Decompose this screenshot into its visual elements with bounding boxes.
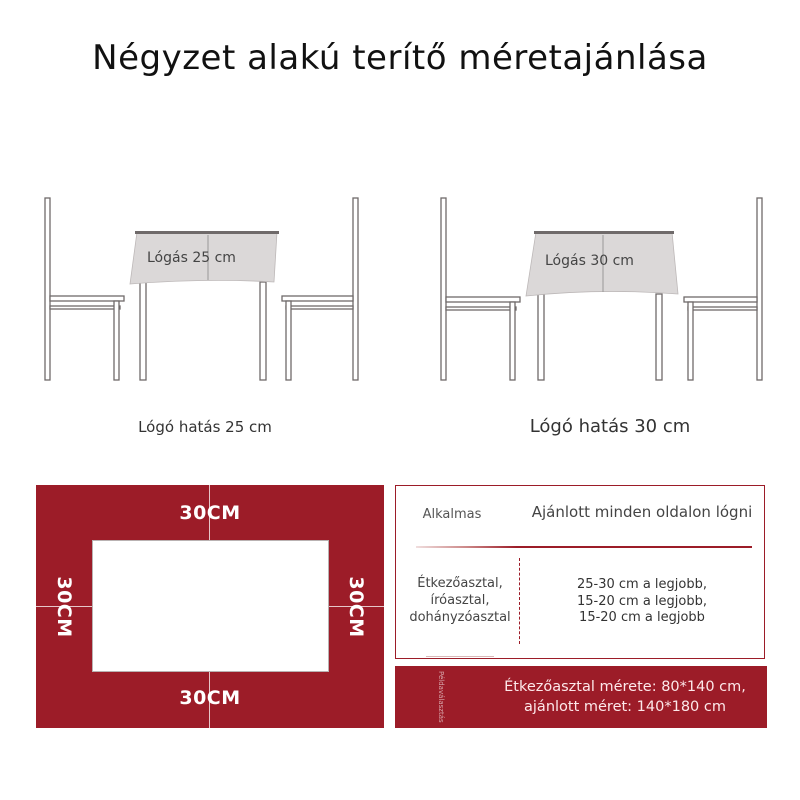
- right-chair: [282, 198, 358, 380]
- values-cell: [528, 577, 756, 627]
- scene-caption-30: Lógó hatás 30 cm: [529, 416, 691, 437]
- table-top: [534, 231, 674, 234]
- value-item: 25-30 cm a legjobb,: [576, 577, 707, 592]
- right-chair: [684, 198, 762, 380]
- margin-label-top: 30CM: [179, 502, 241, 524]
- dining-set-illustration-25: [36, 190, 376, 390]
- note-line: Étkezőasztal mérete: 80*140 cm,: [504, 679, 746, 695]
- header-divider: [416, 546, 752, 548]
- left-chair: [45, 198, 124, 380]
- scene-drop-30: [432, 190, 772, 390]
- size-note: [395, 666, 767, 728]
- uses-cell: [404, 575, 516, 626]
- drop-label: Lógás 25 cm: [147, 250, 236, 266]
- table-top: [135, 231, 279, 234]
- table-legs: [538, 294, 662, 380]
- use-item: íróasztal,: [430, 593, 490, 608]
- page-title: Négyzet alakú terítő méretajánlása: [92, 38, 708, 78]
- note-line: ajánlott méret: 140*180 cm: [524, 699, 726, 715]
- table-surface-area: [92, 540, 329, 672]
- margin-label-left: 30CM: [53, 576, 75, 638]
- margin-label-bottom: 30CM: [179, 687, 241, 709]
- left-chair: [441, 198, 520, 380]
- bottom-accent-line: [426, 656, 494, 657]
- value-item: 15-20 cm a legjobb,: [576, 593, 707, 609]
- value-item: 15-20 cm a legjobb: [579, 610, 705, 625]
- overhang-margin-diagram: [36, 485, 384, 728]
- table-legs: [140, 282, 266, 380]
- dining-set-illustration-30: [432, 190, 772, 390]
- drop-label: Lógás 30 cm: [545, 253, 634, 269]
- header-suitable: Alkalmas: [422, 507, 482, 522]
- scene-caption-25: Lógó hatás 25 cm: [138, 418, 272, 436]
- margin-label-right: 30CM: [345, 576, 367, 638]
- use-item: Étkezőasztal,: [417, 576, 503, 591]
- use-item: dohányzóasztal: [409, 610, 511, 625]
- scene-drop-25: [36, 190, 376, 390]
- watermark-text: Példaválasztás: [437, 671, 445, 723]
- column-divider: [519, 558, 520, 644]
- recommendation-table: [395, 485, 765, 659]
- note-text: [487, 677, 763, 717]
- header-recommended: Ajánlott minden oldalon lógni: [531, 503, 753, 521]
